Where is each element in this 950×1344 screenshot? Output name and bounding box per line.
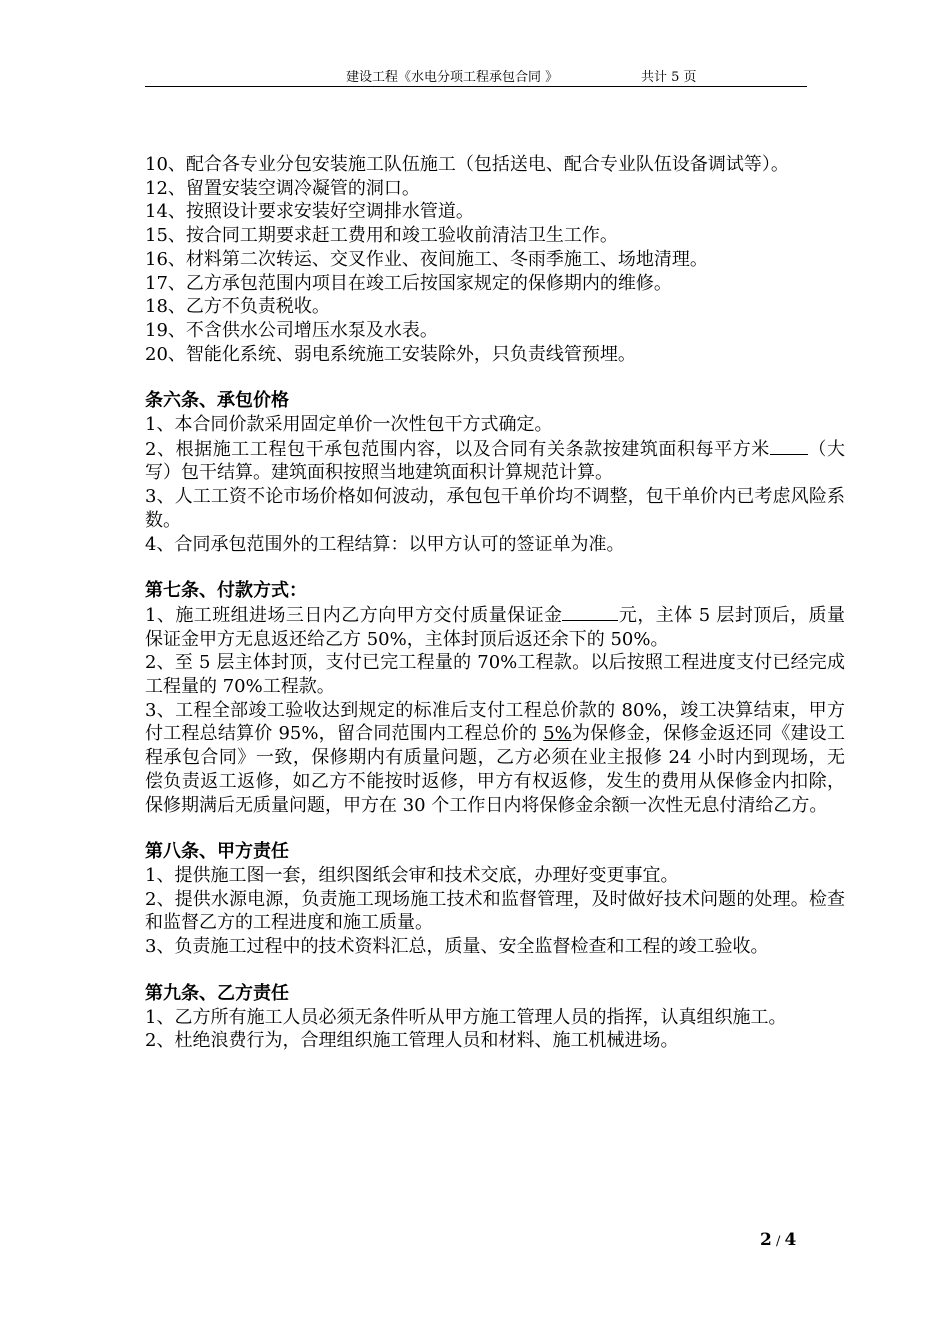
section6-item-2-text-b: （大写）包干结算。建筑面积按照当地建筑面积计算规范计算。: [145, 438, 846, 484]
price-blank-line: [770, 437, 808, 455]
section8-heading: 第八条、甲方责任: [145, 841, 289, 863]
section7-item-3: [145, 699, 845, 818]
list-item: 16、材料第二次转运、交叉作业、夜间施工、冬雨季施工、场地清理。: [145, 248, 708, 270]
header-page-count: 共计 5 页: [641, 70, 697, 85]
section5-items: [145, 153, 845, 366]
page-number: [760, 1230, 796, 1250]
section6-item-2-text-a: 2、根据施工工程包干承包范围内容，以及合同有关条款按建筑面积每平方米: [145, 438, 770, 460]
section6-item-2: [145, 437, 845, 485]
section8-item-3: 3、负责施工过程中的技术资料汇总，质量、安全监督检查和工程的竣工验收。: [145, 936, 769, 958]
section9-item-2: 2、杜绝浪费行为，合理组织施工管理人员和材料、施工机械进场。: [145, 1030, 679, 1052]
list-item: 17、乙方承包范围内项目在竣工后按国家规定的保修期内的维修。: [145, 272, 672, 294]
list-item: 12、留置安装空调冷凝管的洞口。: [145, 177, 420, 199]
section9-item-1: 1、乙方所有施工人员必须无条件听从甲方施工管理人员的指挥，认真组织施工。: [145, 1006, 787, 1028]
section6-heading: 条六条、承包价格: [145, 390, 289, 412]
section6-item-4: 4、合同承包范围外的工程结算：以甲方认可的签证单为准。: [145, 533, 625, 555]
header-title: 建设工程《水电分项工程承包合同 》: [346, 70, 559, 85]
section7-item-1-text-a: 1、施工班组进场三日内乙方向甲方交付质量保证金: [145, 604, 563, 626]
section8-item-1: 1、提供施工图一套，组织图纸会审和技术交底，办理好变更事宜。: [145, 864, 679, 886]
section8-item-2: 2、提供水源电源，负责施工现场施工技术和监督管理，及时做好技术问题的处理。检查和监督乙方的工程进度和施工质量。: [145, 888, 845, 934]
section7-item-1-text-b: 元，主体 5 层封顶后，质量保证金甲方无息返还给乙方 50%，主体封顶后返还余下的 50%。: [145, 604, 845, 650]
list-item: 14、按照设计要求安装好空调排水管道。: [145, 201, 474, 223]
section7-heading: 第七条、付款方式：: [145, 580, 307, 602]
page-number-total: 4: [784, 1230, 797, 1250]
section7-item-1: [145, 603, 845, 651]
document-body: [145, 153, 845, 1053]
section7-item-2: 2、至 5 层主体封顶，支付已完工程量的 70%工程款。以后按照工程进度支付已经完成工程量的 70%工程款。: [145, 652, 845, 698]
list-item: 18、乙方不负责税收。: [145, 296, 330, 318]
section7-item-3-text-b: 为保修金，保修金返还同《建设工程承包合同》一致，保修期内有质量问题，乙方必须在业主报修 24 小时内到现场，无偿负责返工返修，如乙方不能按时返修，甲方有权返修，发生的费用从保修金内扣除，保修期满后无质量问题，甲方在 30 个工作日内将保修金余额一次性无息付清给乙方。: [145, 723, 846, 816]
list-item: 10、配合各专业分包安装施工队伍施工（包括送电、配合专业队伍设备调试等）。: [145, 154, 789, 175]
page-number-separator: /: [771, 1234, 785, 1249]
section6-item-3: 3、人工工资不论市场价格如何波动，承包包干单价均不调整，包干单价内已考虑风险系数。: [145, 486, 845, 531]
list-item: 15、按合同工期要求赶工费用和竣工验收前清洁卫生工作。: [145, 225, 618, 247]
list-item: 19、不含供水公司增压水泵及水表。: [145, 319, 438, 341]
warranty-percent: 5%: [543, 723, 572, 745]
section9-heading: 第九条、乙方责任: [145, 982, 289, 1004]
section7-item-3-text-a: 3、工程全部竣工验收达到规定的标准后支付工程总价款的 80%，竣工决算结束，甲方付工程总结算价 95%，留合同范围内工程总价的: [145, 699, 845, 745]
page-number-current: 2: [760, 1230, 772, 1250]
deposit-blank-line: [562, 603, 618, 621]
list-item: 20、智能化系统、弱电系统施工安装除外，只负责线管预埋。: [145, 343, 636, 365]
page-header: [145, 66, 807, 87]
section6-item-1: 1、本合同价款采用固定单价一次性包干方式确定。: [145, 414, 553, 436]
